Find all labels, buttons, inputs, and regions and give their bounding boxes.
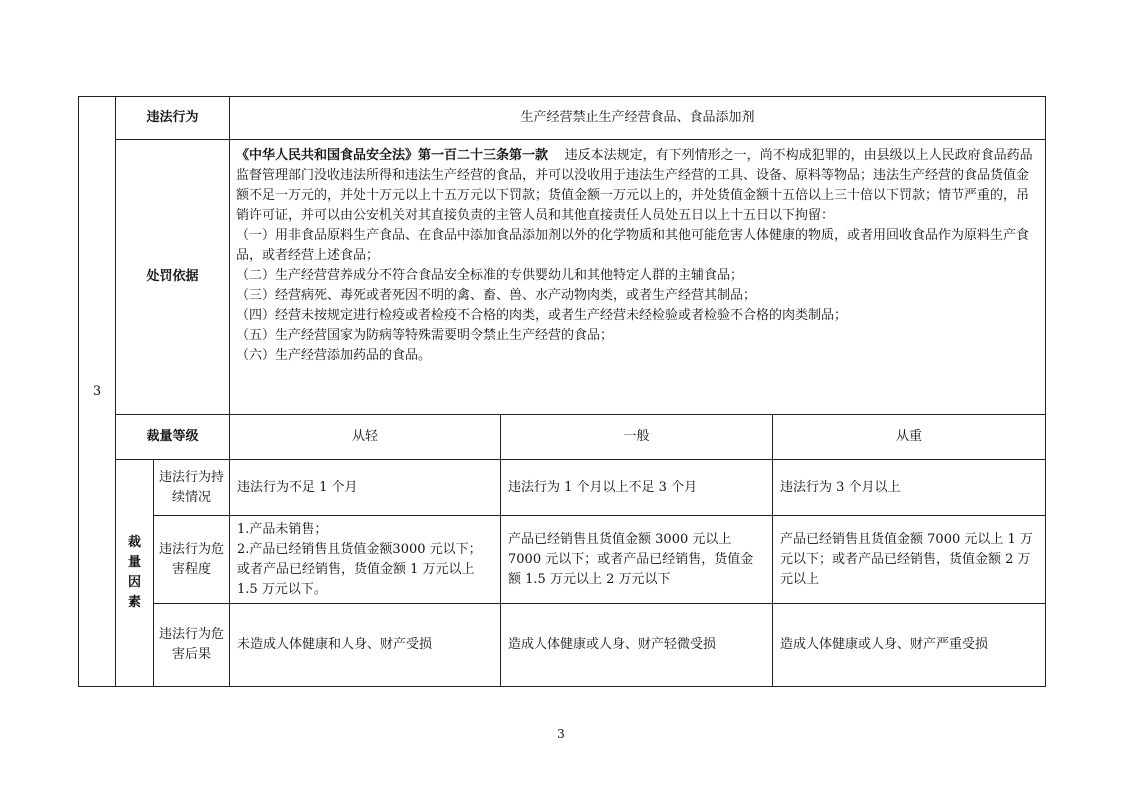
row-number: 3	[79, 97, 116, 687]
factor-light: 违法行为不足 1 个月	[230, 460, 501, 516]
basis-item: （六）生产经营添加药品的食品。	[236, 348, 432, 363]
violation-value: 生产经营禁止生产经营食品、食品添加剂	[230, 97, 1046, 140]
level-normal: 一般	[501, 415, 773, 460]
basis-item: （五）生产经营国家为防病等特殊需要明令禁止生产经营的食品；	[236, 328, 614, 343]
law-title: 《中华人民共和国食品安全法》第一百二十三条第一款	[236, 148, 549, 163]
factor-normal: 产品已经销售且货值金额 3000 元以上 7000 元以下；或者产品已经销售，货值金额 1.5 万元以上 2 万元以下	[501, 516, 773, 604]
basis-content	[230, 140, 1046, 415]
factor-name: 违法行为危害程度	[154, 516, 230, 604]
factor-heavy: 违法行为 3 个月以上	[773, 460, 1046, 516]
factor-heavy: 造成人体健康或人身、财产严重受损	[773, 604, 1046, 687]
factors-label-text: 裁 量 因 素	[127, 535, 141, 610]
factor-name: 违法行为持续情况	[154, 460, 230, 516]
violation-label: 违法行为	[116, 97, 230, 140]
basis-item: （四）经营未按规定进行检疫或者检疫不合格的肉类，或者生产经营未经检验或者检验不合格的肉类制品；	[236, 308, 848, 323]
factor-light: 未造成人体健康和人身、财产受损	[230, 604, 501, 687]
basis-item: （三）经营病死、毒死或者死因不明的禽、畜、兽、水产动物肉类，或者生产经营其制品；	[236, 288, 757, 303]
levels-label: 裁量等级	[116, 415, 230, 460]
basis-main-paragraph	[236, 146, 1039, 226]
factor-normal: 违法行为 1 个月以上不足 3 个月	[501, 460, 773, 516]
factors-label	[116, 460, 154, 687]
basis-item: （一）用非食品原料生产食品、在食品中添加食品添加剂以外的化学物质和其他可能危害人体健康的物质，或者用回收食品作为原料生产食品，或者经营上述食品；	[236, 228, 1030, 263]
factor-name: 违法行为危害后果	[154, 604, 230, 687]
level-light: 从轻	[230, 415, 501, 460]
factor-heavy: 产品已经销售且货值金额 7000 元以上 1 万元以下；或者产品已经销售，货值金额 2 万元以上	[773, 516, 1046, 604]
page-number: 3	[557, 727, 565, 741]
factor-normal: 造成人体健康或人身、财产轻微受损	[501, 604, 773, 687]
basis-label: 处罚依据	[116, 140, 230, 415]
law-text: 违反本法规定，有下列情形之一，尚不构成犯罪的，由县级以上人民政府食品药品监督管理部门没收违法所得和违法生产经营的食品，并可以没收用于违法生产经营的工具、设备、原料等物品；违法生产经营的食品货值金额不足一万元的，并处十万元以上十五万元以下罚款；货值金额一万元以上的，并处货值金额十五倍以上三十倍以下罚款；情节严重的，吊销许可证，并可以由公安机关对其直接负责的主管人员和其他直接责任人员处五日以上十五日以下拘留：	[236, 148, 1033, 223]
level-heavy: 从重	[773, 415, 1046, 460]
discretion-table	[78, 96, 1046, 687]
factor-light: 1.产品未销售； 2.产品已经销售且货值金额3000 元以下；或者产品已经销售，货值金额 1 万元以上 1.5 万元以下。	[230, 516, 501, 604]
basis-item: （二）生产经营营养成分不符合食品安全标准的专供婴幼儿和其他特定人群的主辅食品；	[236, 268, 744, 283]
